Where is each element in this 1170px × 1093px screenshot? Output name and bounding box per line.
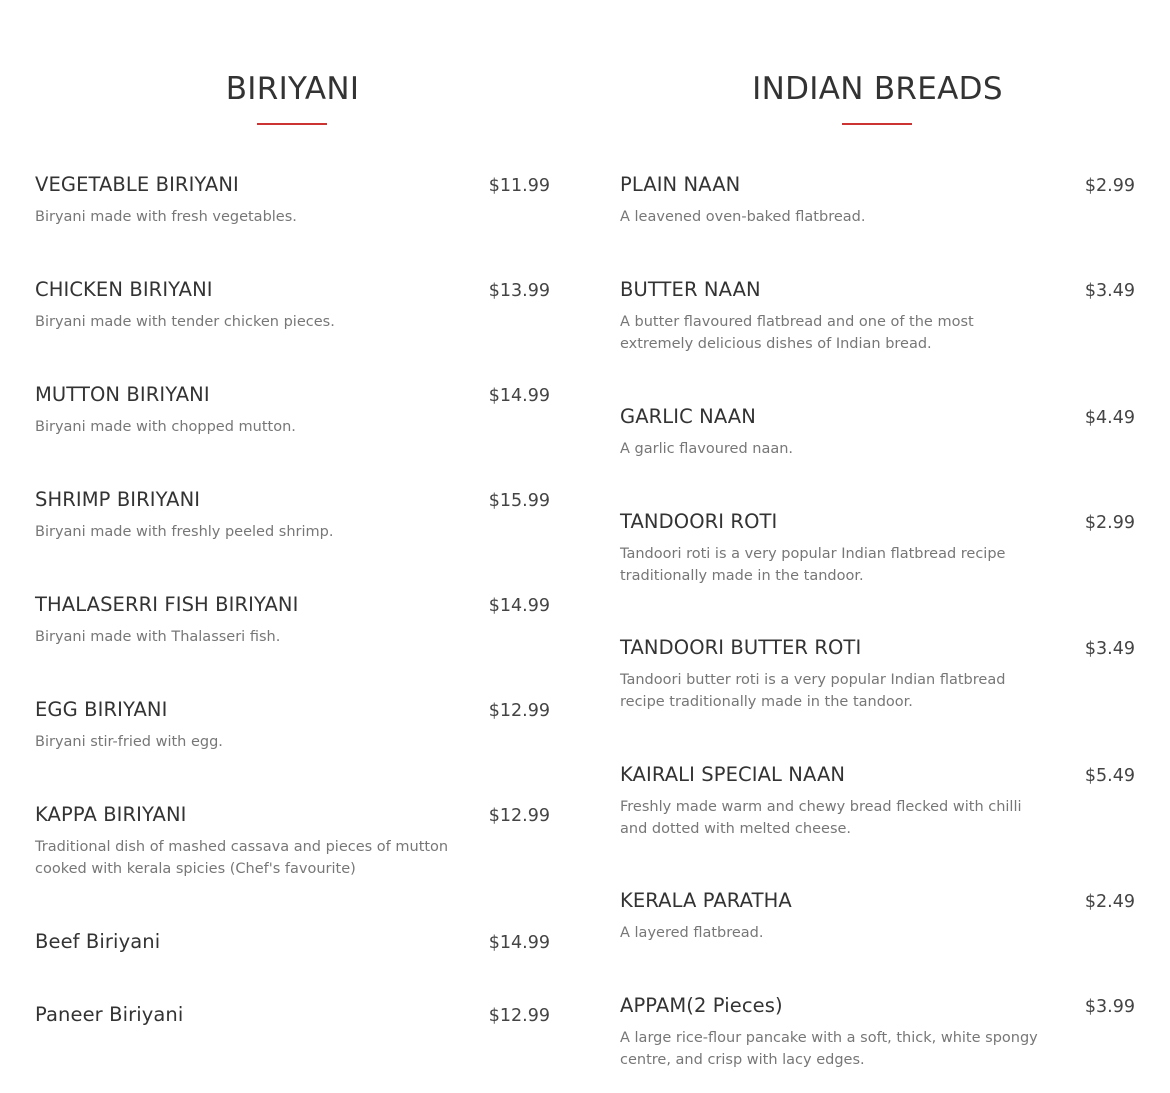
item-description: A large rice-flour pancake with a soft, thick, white spongy centre, and crisp with lacy edges.: [620, 1030, 1038, 1068]
item-name: TANDOORI ROTI: [620, 510, 778, 533]
section-title: INDIAN BREADS: [752, 71, 1003, 107]
item-name: Beef Biriyani: [35, 930, 161, 953]
title-underline: [842, 123, 912, 125]
item-description: A butter flavoured flatbread and one of the most extremely delicious dishes of Indian bread.: [620, 314, 974, 352]
item-name: THALASERRI FISH BIRIYANI: [35, 593, 299, 616]
item-price: $3.49: [1084, 639, 1135, 659]
item-price: $14.99: [488, 933, 550, 953]
item-description: A garlic flavoured naan.: [620, 441, 794, 457]
item-description: Freshly made warm and chewy bread flecked with chilli and dotted with melted cheese.: [620, 799, 1022, 837]
item-price: $12.99: [488, 1006, 550, 1026]
item-description: A leavened oven-baked flatbread.: [620, 209, 866, 225]
item-description: Biryani made with Thalasseri fish.: [35, 629, 281, 645]
item-price: $13.99: [488, 281, 550, 301]
item-name: APPAM(2 Pieces): [620, 994, 783, 1017]
item-name: BUTTER NAAN: [620, 278, 761, 301]
item-price: $3.49: [1084, 281, 1135, 301]
item-price: $11.99: [488, 176, 550, 196]
item-price: $2.99: [1084, 513, 1135, 533]
item-description: Biryani made with chopped mutton.: [35, 419, 296, 435]
item-description: Biryani stir-fried with egg.: [35, 734, 223, 750]
item-description: Biryani made with fresh vegetables.: [35, 209, 297, 225]
item-price: $12.99: [488, 701, 550, 721]
item-name: Paneer Biriyani: [35, 1003, 184, 1026]
item-price: $12.99: [488, 806, 550, 826]
item-name: TANDOORI BUTTER ROTI: [620, 636, 862, 659]
item-price: $5.49: [1084, 766, 1135, 786]
item-name: PLAIN NAAN: [620, 173, 741, 196]
item-description: A layered flatbread.: [620, 925, 764, 941]
item-name: GARLIC NAAN: [620, 405, 756, 428]
item-name: CHICKEN BIRIYANI: [35, 278, 213, 301]
item-name: SHRIMP BIRIYANI: [35, 488, 201, 511]
item-description: Traditional dish of mashed cassava and pieces of mutton cooked with kerala spicies (Chef's favourite): [35, 839, 449, 877]
item-description: Tandoori roti is a very popular Indian flatbread recipe traditionally made in the tandoor.: [620, 546, 1006, 584]
item-price: $4.49: [1084, 408, 1135, 428]
item-name: KAIRALI SPECIAL NAAN: [620, 763, 846, 786]
section-title: BIRIYANI: [225, 71, 360, 107]
item-description: Biryani made with freshly peeled shrimp.: [35, 524, 334, 540]
item-price: $15.99: [488, 491, 550, 511]
item-description: Biryani made with tender chicken pieces.: [35, 314, 335, 330]
item-price: $14.99: [488, 386, 550, 406]
item-name: EGG BIRIYANI: [35, 698, 168, 721]
item-name: MUTTON BIRIYANI: [35, 383, 210, 406]
item-description: Tandoori butter roti is a very popular Indian flatbread recipe traditionally made in the tandoor.: [620, 672, 1006, 710]
item-price: $2.49: [1084, 892, 1135, 912]
item-price: $3.99: [1084, 997, 1135, 1017]
item-name: KERALA PARATHA: [620, 889, 792, 912]
item-name: KAPPA BIRIYANI: [35, 803, 187, 826]
item-price: $14.99: [488, 596, 550, 616]
title-underline: [257, 123, 327, 125]
item-price: $2.99: [1084, 176, 1135, 196]
item-name: VEGETABLE BIRIYANI: [35, 173, 239, 196]
